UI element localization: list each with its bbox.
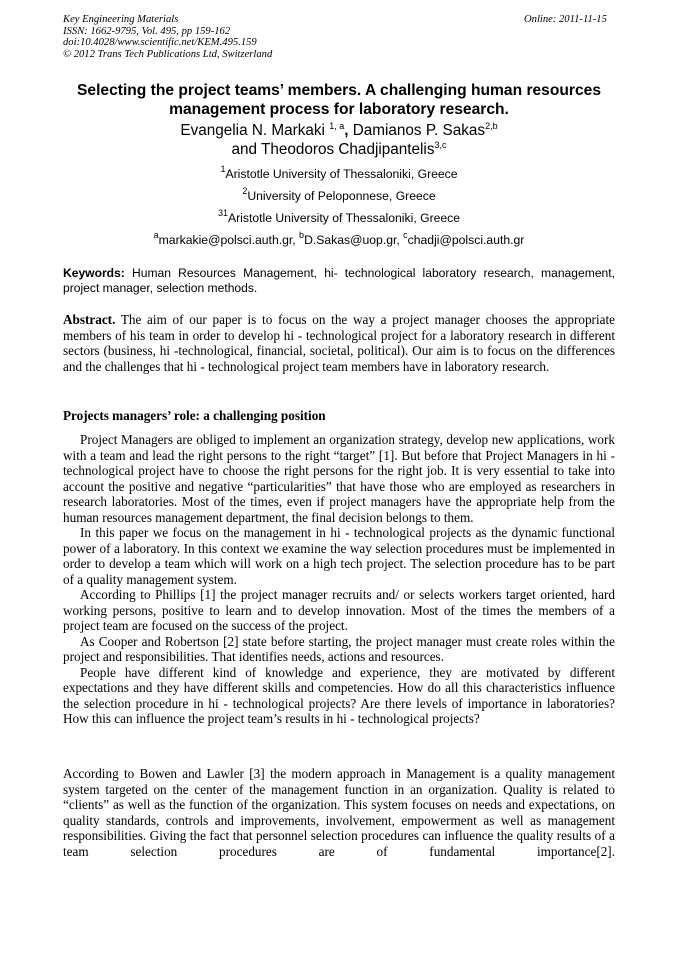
abstract-text: The aim of our paper is to focus on the way a project manager chooses the appropriate members of his team in order to develop hi - technological project for a laboratory research in different sectors (business, hi -technological, financial, societal, political). Our aim is to focus on the differences and the challenges that hi - technological project team members have in laboratory research.: [63, 312, 615, 374]
paragraph: According to Phillips [1] the project manager recruits and/ or selects workers target oriented, hard working persons, positive to learn and to develop innovation. Most of the times the members of a project team are focused on the success of the project.: [63, 587, 615, 633]
journal-header: [63, 14, 272, 60]
affiliation: [55, 164, 623, 181]
email-sup: b: [299, 230, 305, 240]
keywords-label: Keywords:: [63, 266, 125, 280]
author-list: [55, 121, 623, 159]
keywords-text: Human Resources Management, hi- technological laboratory research, management, project manager, selection methods.: [63, 266, 615, 296]
email-sup: c: [403, 230, 408, 240]
paper-title: [55, 81, 623, 119]
author-prefix: and: [231, 141, 261, 158]
abstract: [63, 312, 615, 374]
affiliation-text: University of Peloponnese, Greece: [247, 189, 436, 203]
email-list: [55, 230, 623, 247]
title-line-2: management process for laboratory research.: [169, 101, 509, 118]
journal-name: Key Engineering Materials: [63, 14, 179, 25]
affiliation-sup: 2: [242, 186, 248, 196]
doi: doi:10.4028/www.scientific.net/KEM.495.159: [63, 37, 257, 49]
affiliation-text: Aristotle University of Thessaloniki, Greece: [225, 167, 458, 181]
section-body: [63, 432, 615, 727]
author-name: Evangelia N. Markaki: [180, 122, 325, 139]
paragraph: Project Managers are obliged to implement an organization strategy, develop new applications, work with a team and lead the right persons to the right “target” [1]. But before that Project Managers in hi - technological project have to choose the right persons for the right job. It is very essential to take into account the positive and negative “particularities” that have those who are employed as researchers in research laboratories. Most of the times, even if project managers have the appropriate help from the human resources management department, the final decision belongs to them.: [63, 432, 615, 525]
paragraph: In this paper we focus on the management in hi - technological projects as the dynamic functional power of a laboratory. In this context we examine the way selection procedures must be implemented in order to develop a team which will work on a high tech project. The selection procedure has to be part of a quality management system.: [63, 525, 615, 587]
author-sup: 3,c: [434, 140, 447, 150]
affiliation-sup: 1: [220, 164, 226, 174]
email-link[interactable]: markakie@polsci.auth.gr,: [158, 233, 300, 247]
affiliation-text: Aristotle University of Thessaloniki, Greece: [227, 211, 461, 225]
author-sup: 1, a: [329, 121, 345, 131]
affiliation: [55, 208, 623, 225]
abstract-label: Abstract.: [63, 312, 116, 327]
issn: ISSN: 1662-9795, Vol. 495, pp 159-162: [63, 25, 231, 37]
author-name: Theodoros Chadjipantelis: [261, 141, 435, 158]
paragraph: As Cooper and Robertson [2] state before starting, the project manager must create roles within the project and responsibilities. That identifies needs, actions and resources.: [63, 633, 615, 664]
authors-line-2: [55, 140, 623, 159]
final-paragraph: According to Bowen and Lawler [3] the modern approach in Management is a quality management system targeted on the center of the management function in an organization. Quality is related to “clients” as well as the function of the organization. This system focuses on needs and expectations, on quality standards, controls and improvements, involvement, empowerment as well as management responsibilities. Giving the fact that personnel selection procedures can influence the quality results of a team selection procedures are of fundamental importance[2].: [63, 766, 615, 859]
author-separator: ,: [344, 122, 353, 139]
author-sup: 2,b: [485, 121, 498, 131]
email-link[interactable]: D.Sakas@uop.gr,: [304, 233, 404, 247]
title-line-1: Selecting the project teams’ members. A challenging human resources: [77, 82, 601, 99]
authors-line-1: [55, 121, 623, 140]
paragraph: People have different kind of knowledge and experience, they are motivated by different expectations and they have different skills and competencies. How do all this characteristics influence the selection procedure in hi - technological projects? Are there levels of importance in laboratories? How this can influence the project team’s results in hi - technological projects?: [63, 664, 615, 726]
affiliation-sup: 31: [217, 208, 228, 218]
email-sup: a: [153, 230, 159, 240]
affiliation: [55, 186, 623, 203]
online-date: Online: 2011-11-15: [524, 14, 607, 25]
email-link[interactable]: chadji@polsci.auth.gr: [407, 233, 525, 247]
keywords: [63, 266, 615, 297]
author-name: Damianos P. Sakas: [352, 122, 486, 139]
copyright: © 2012 Trans Tech Publications Ltd, Switzerland: [63, 48, 273, 60]
section-heading: Projects managers’ role: a challenging position: [63, 408, 326, 423]
